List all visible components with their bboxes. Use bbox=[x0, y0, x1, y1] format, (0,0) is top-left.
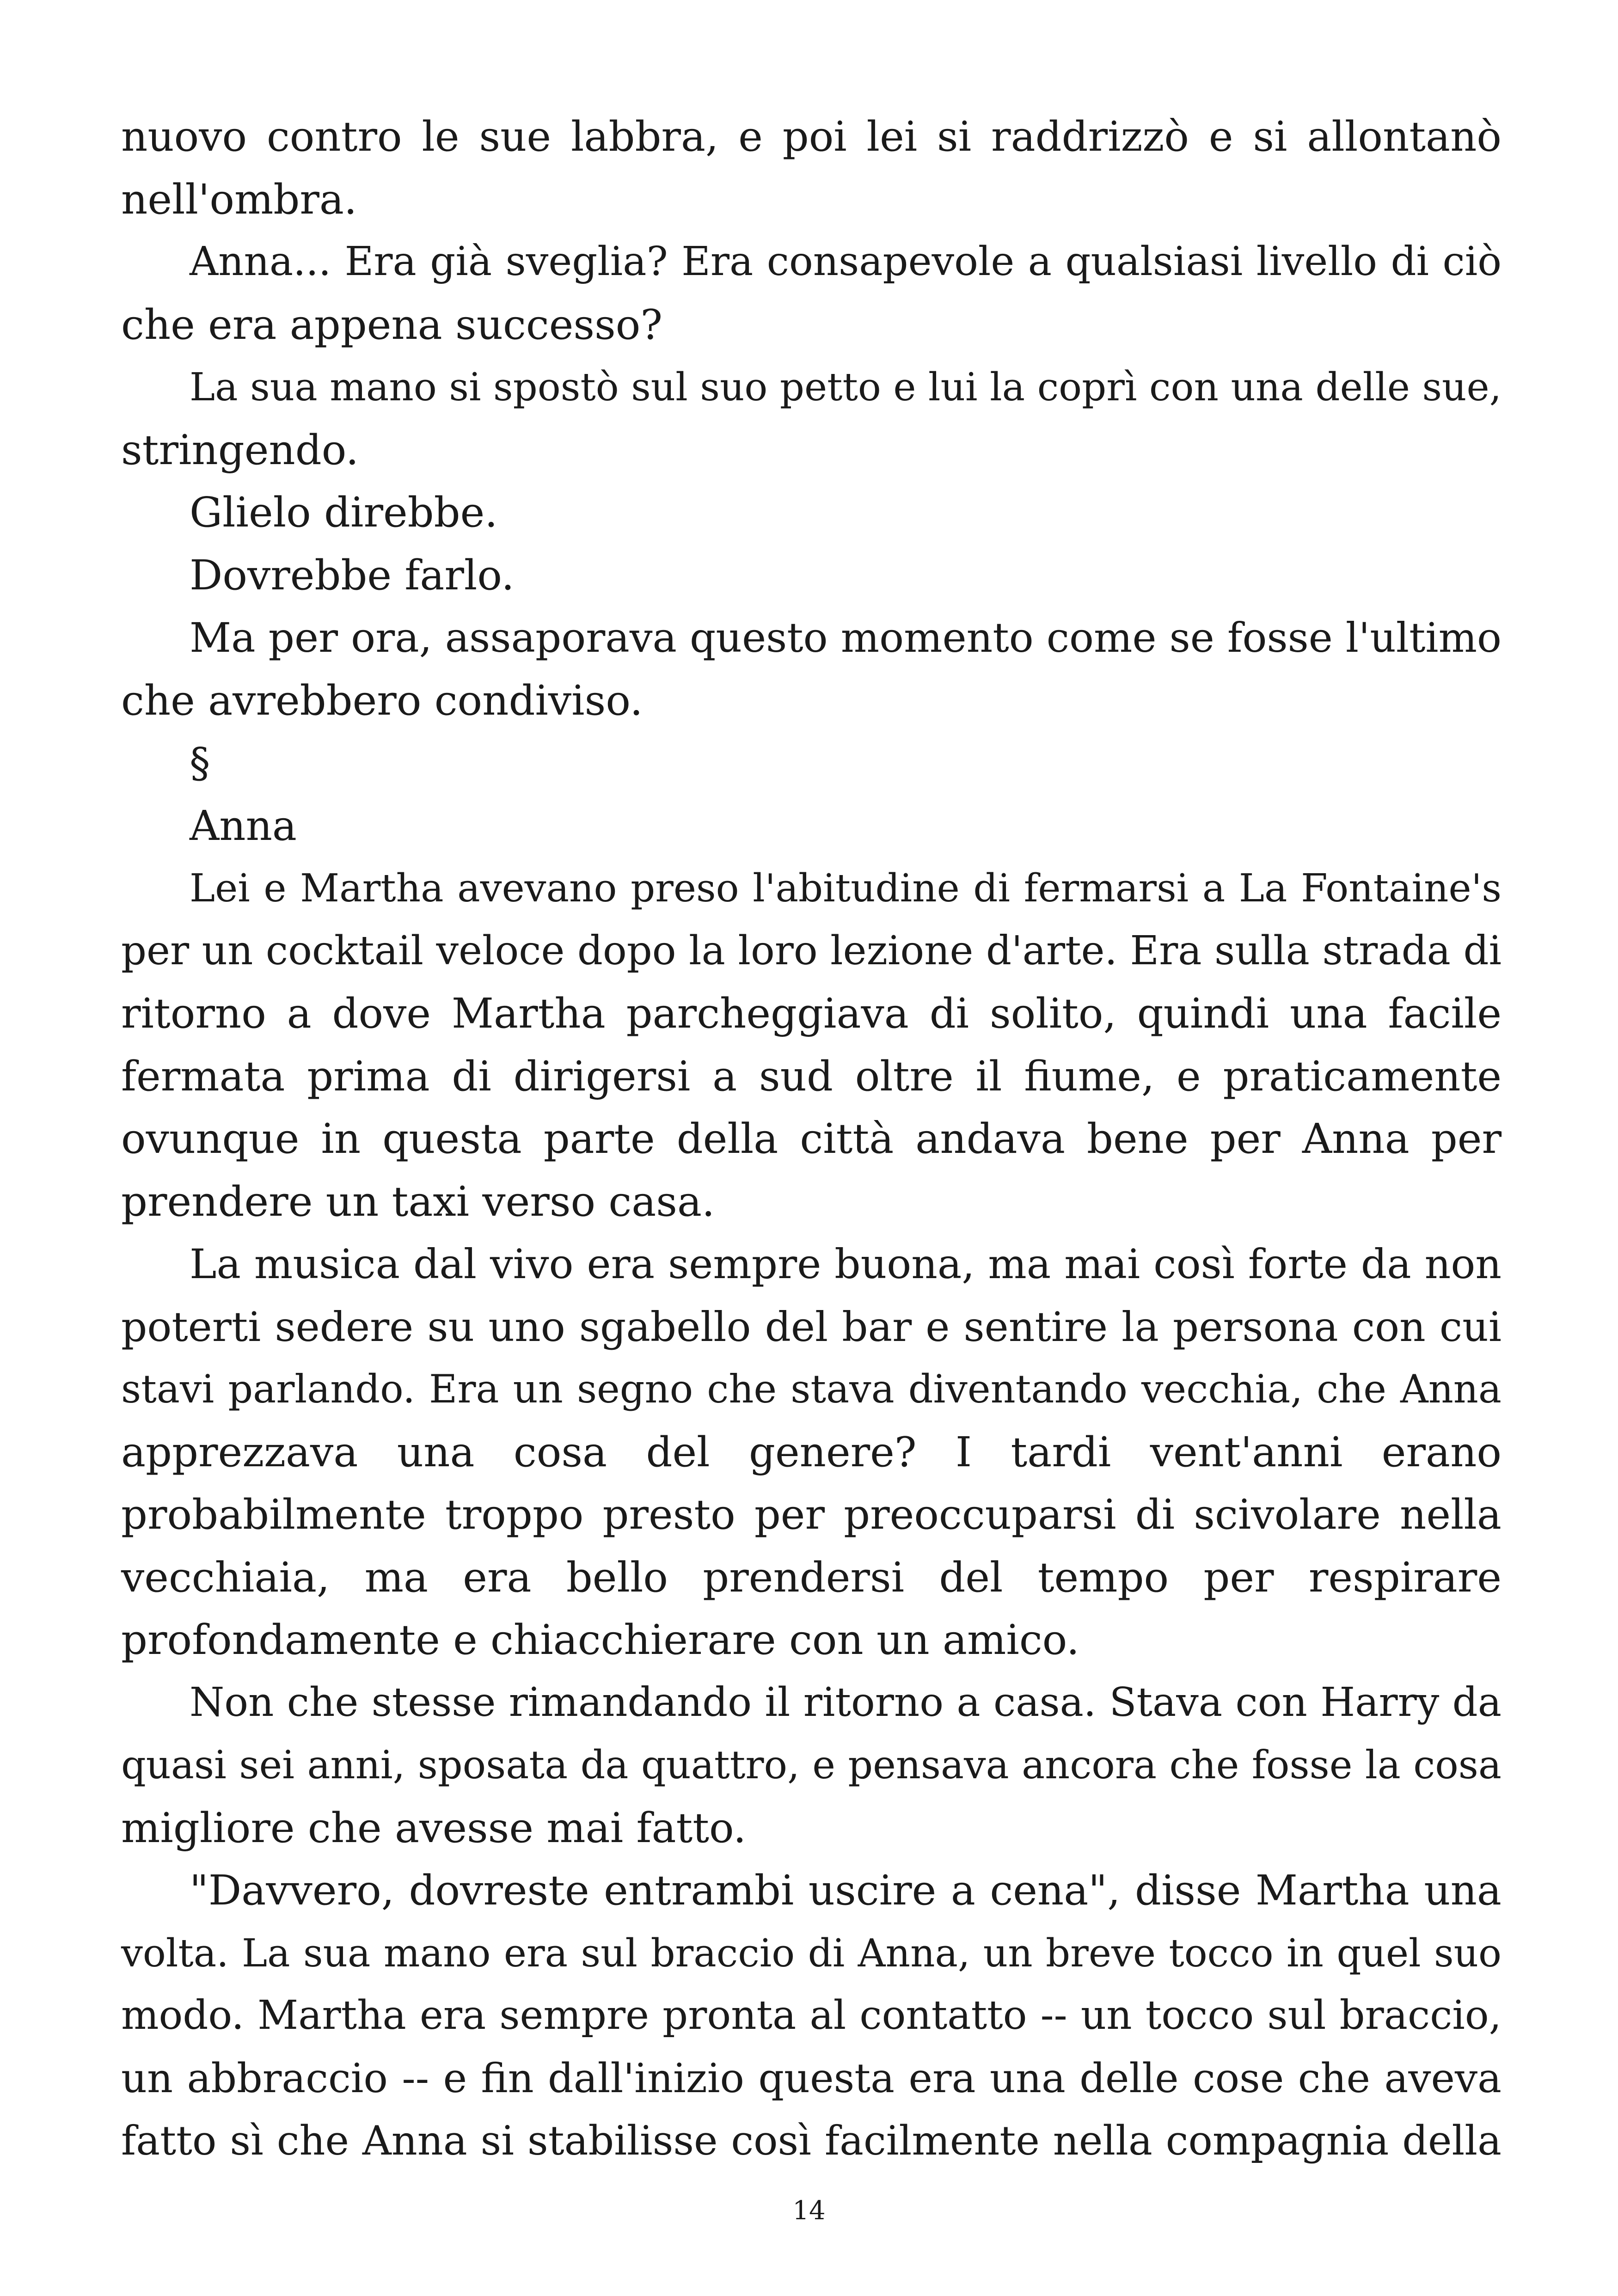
text-line: Lei e Martha avevano preso l'abitudine di fermarsi a La Fontaine's bbox=[190, 866, 1502, 911]
text-line: apprezzava una cosa del genere? I tardi vent'anni erano bbox=[121, 1427, 1502, 1476]
text-line: "Davvero, dovreste entrambi uscire a cena", disse Martha una bbox=[190, 1866, 1502, 1914]
text-line: modo. Martha era sempre pronta al contatto -- un tocco sul braccio, bbox=[121, 1992, 1502, 2039]
page-number: 14 bbox=[792, 2196, 826, 2226]
text-line: profondamente e chiacchierare con un amico. bbox=[121, 1616, 1080, 1664]
text-line: La musica dal vivo era sempre buona, ma mai così forte da non bbox=[190, 1240, 1502, 1288]
text-line: nell'ombra. bbox=[121, 175, 357, 223]
text-line: Non che stesse rimandando il ritorno a casa. Stava con Harry da bbox=[190, 1679, 1502, 1726]
text-line: La sua mano si spostò sul suo petto e lui la coprì con una delle sue, bbox=[190, 365, 1502, 410]
text-line: fermata prima di dirigersi a sud oltre il fiume, e praticamente bbox=[121, 1052, 1502, 1100]
text-line: che era appena successo? bbox=[121, 300, 663, 349]
text-line: nuovo contro le sue labbra, e poi lei si raddrizzò e si allontanò bbox=[121, 112, 1502, 160]
text-line: volta. La sua mano era sul braccio di Anna, un breve tocco in quel suo bbox=[121, 1930, 1502, 1976]
text-line: ritorno a dove Martha parcheggiava di solito, quindi una facile bbox=[121, 989, 1502, 1037]
text-line: Dovrebbe farlo. bbox=[190, 551, 515, 599]
text-line: § bbox=[190, 739, 210, 787]
text-line: probabilmente troppo presto per preoccuparsi di scivolare nella bbox=[121, 1490, 1502, 1538]
text-line: fatto sì che Anna si stabilisse così facilmente nella compagnia della bbox=[121, 2117, 1502, 2164]
text-line: che avrebbero condiviso. bbox=[121, 676, 643, 724]
body-text bbox=[121, 105, 1502, 2173]
text-line: un abbraccio -- e fin dall'inizio questa era una delle cose che aveva bbox=[121, 2054, 1502, 2102]
text-line: per un cocktail veloce dopo la loro lezione d'arte. Era sulla strada di bbox=[121, 927, 1502, 974]
text-line: Anna... Era già sveglia? Era consapevole a qualsiasi livello di ciò bbox=[190, 239, 1502, 285]
text-line: prendere un taxi verso casa. bbox=[121, 1177, 715, 1225]
text-line: Glielo direbbe. bbox=[190, 488, 498, 536]
text-line: ovunque in questa parte della città andava bene per Anna per bbox=[121, 1114, 1502, 1163]
text-line: stringendo. bbox=[121, 425, 359, 474]
text-line: stavi parlando. Era un segno che stava diventando vecchia, che Anna bbox=[121, 1366, 1502, 1412]
text-line: Anna bbox=[190, 801, 297, 850]
text-line: migliore che avesse mai fatto. bbox=[121, 1803, 747, 1852]
text-line: poterti sedere su uno sgabello del bar e sentire la persona con cui bbox=[121, 1303, 1502, 1351]
text-line: quasi sei anni, sposata da quattro, e pensava ancora che fosse la cosa bbox=[121, 1742, 1502, 1788]
text-line: Ma per ora, assaporava questo momento come se fosse l'ultimo bbox=[190, 614, 1502, 661]
text-line: vecchiaia, ma era bello prendersi del tempo per respirare bbox=[121, 1553, 1502, 1601]
